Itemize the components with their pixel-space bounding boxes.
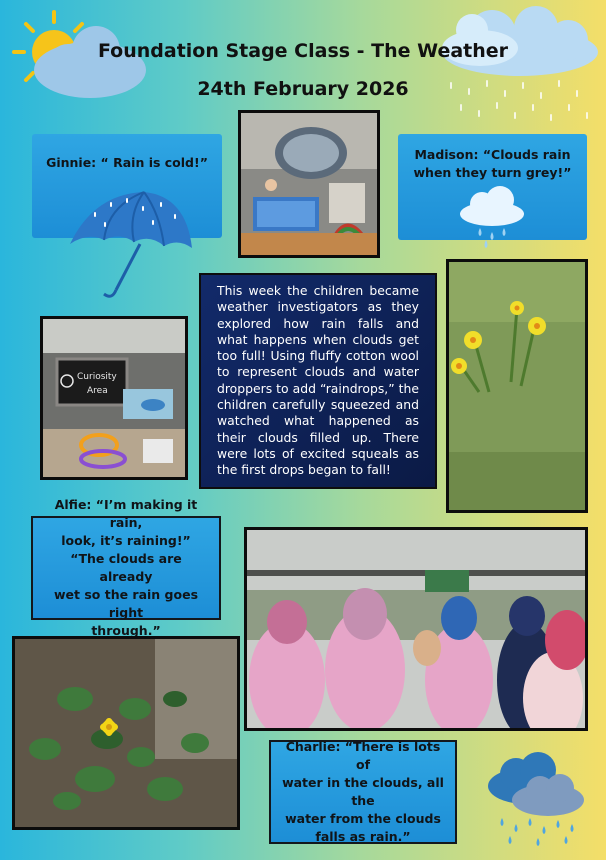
rain-cloud-icon <box>420 4 602 132</box>
curiosity-sign-text: Curiosity <box>77 372 117 382</box>
cloud-raindrops-icon <box>456 186 528 250</box>
quote-ginnie-text: Ginnie: “ Rain is cold!” <box>46 155 208 170</box>
quote-charlie-line1: Charlie: “There is lots of <box>285 739 441 772</box>
photo-children-outdoors <box>244 527 588 731</box>
quote-charlie-line3: water from the clouds <box>285 811 441 826</box>
quote-alfie-line3: “The clouds are already <box>70 551 182 584</box>
curiosity-sign-text-2: Area <box>87 386 108 396</box>
quote-charlie-line2: water in the clouds, all the <box>282 775 444 808</box>
story-text-box <box>199 273 437 489</box>
story-text: This week the children became weather investigators as they explored how rain falls and what happens when clouds get too full! Using fluffy cotton wool to represent clouds and water droppers to add “raindrops,” the children carefully squeezed and watched what happened as their clouds filled up. There were lots of excited squeals as the first drops began to fall! <box>217 283 419 478</box>
quote-alfie-line1: Alfie: “I’m making it rain, <box>54 497 198 530</box>
quote-charlie <box>269 740 457 844</box>
quote-alfie <box>31 497 221 638</box>
photo-curiosity-area <box>40 316 188 480</box>
quote-alfie-line4: wet so the rain goes right <box>53 587 199 620</box>
umbrella-icon <box>64 186 198 302</box>
page-date: 24th February 2026 <box>197 78 409 100</box>
quote-madison-line1: Madison: “Clouds rain <box>414 147 571 162</box>
photo-celandine-flower <box>12 636 240 830</box>
photo-daffodils <box>446 259 588 513</box>
quote-alfie-line2: look, it’s raining!” <box>61 533 191 548</box>
quote-charlie-line4: falls as rain.” <box>315 829 411 844</box>
storm-cloud-icon <box>482 752 590 848</box>
quote-madison-line2: when they turn grey!” <box>413 165 572 180</box>
quote-alfie-line5: through.” <box>91 623 161 638</box>
page-title: Foundation Stage Class - The Weather <box>97 40 509 62</box>
photo-water-play <box>238 110 380 258</box>
